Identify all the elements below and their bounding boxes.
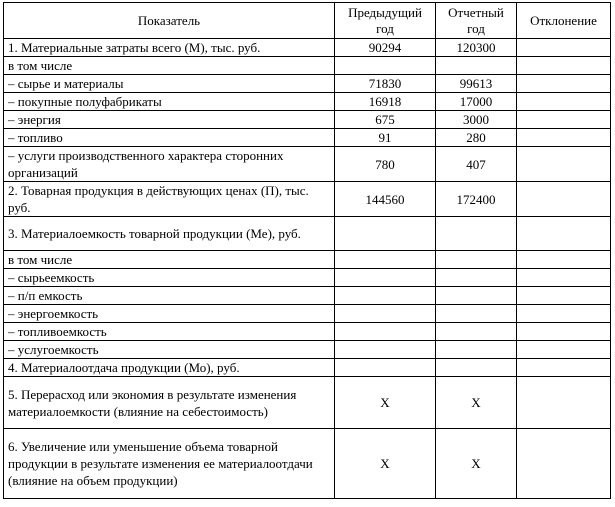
analysis-table xyxy=(3,2,611,499)
row-curr-value: 172400 xyxy=(436,182,517,217)
row-label: – услуги производственного характера сторонних организаций xyxy=(4,147,335,182)
table-row xyxy=(4,287,611,305)
table-row xyxy=(4,429,611,499)
row-prev-value xyxy=(335,251,436,269)
table-row xyxy=(4,129,611,147)
row-label: – сырье и материалы xyxy=(4,75,335,93)
row-deviation-value xyxy=(517,359,611,377)
table-row xyxy=(4,75,611,93)
table-row xyxy=(4,341,611,359)
row-curr-value: X xyxy=(436,377,517,429)
row-deviation-value xyxy=(517,111,611,129)
header-current-year: Отчетный год xyxy=(436,3,517,39)
row-curr-value xyxy=(436,287,517,305)
row-prev-value xyxy=(335,269,436,287)
row-prev-value: 90294 xyxy=(335,39,436,57)
table-header-row xyxy=(4,3,611,39)
row-prev-value: X xyxy=(335,429,436,499)
row-deviation-value xyxy=(517,305,611,323)
header-prev-year: Предыдущий год xyxy=(335,3,436,39)
row-prev-value xyxy=(335,341,436,359)
table-row xyxy=(4,323,611,341)
row-prev-value xyxy=(335,305,436,323)
row-deviation-value xyxy=(517,39,611,57)
row-curr-value xyxy=(436,341,517,359)
row-curr-value: 99613 xyxy=(436,75,517,93)
row-prev-value xyxy=(335,323,436,341)
row-deviation-value xyxy=(517,129,611,147)
row-deviation-value xyxy=(517,377,611,429)
row-label: 1. Материальные затраты всего (М), тыс. руб. xyxy=(4,39,335,57)
row-prev-value: 780 xyxy=(335,147,436,182)
row-curr-value xyxy=(436,251,517,269)
row-label: 2. Товарная продукция в действующих ценах (П), тыс. руб. xyxy=(4,182,335,217)
row-label: в том числе xyxy=(4,57,335,75)
row-curr-value xyxy=(436,359,517,377)
row-prev-value: 16918 xyxy=(335,93,436,111)
row-deviation-value xyxy=(517,323,611,341)
row-prev-value xyxy=(335,217,436,251)
row-deviation-value xyxy=(517,93,611,111)
row-label: 3. Материалоемкость товарной продукции (Ме), руб. xyxy=(4,217,335,251)
row-label: 5. Перерасход или экономия в результате изменения материалоемкости (влияние на себестоимость) xyxy=(4,377,335,429)
row-curr-value: 407 xyxy=(436,147,517,182)
row-deviation-value xyxy=(517,75,611,93)
table-row xyxy=(4,377,611,429)
row-curr-value: 3000 xyxy=(436,111,517,129)
row-curr-value xyxy=(436,269,517,287)
row-prev-value: 91 xyxy=(335,129,436,147)
row-label: – п/п емкость xyxy=(4,287,335,305)
row-label: – энергия xyxy=(4,111,335,129)
row-deviation-value xyxy=(517,251,611,269)
row-label: – покупные полуфабрикаты xyxy=(4,93,335,111)
row-deviation-value xyxy=(517,429,611,499)
table-row xyxy=(4,147,611,182)
table-row xyxy=(4,182,611,217)
table-row xyxy=(4,111,611,129)
row-label: – топливоемкость xyxy=(4,323,335,341)
row-label: – услугоемкость xyxy=(4,341,335,359)
row-prev-value: 71830 xyxy=(335,75,436,93)
row-deviation-value xyxy=(517,217,611,251)
table-row xyxy=(4,269,611,287)
row-curr-value: 280 xyxy=(436,129,517,147)
row-label: 6. Увеличение или уменьшение объема товарной продукции в результате изменения ее материалоотдачи (влияние на объем продукции) xyxy=(4,429,335,499)
header-indicator: Показатель xyxy=(4,3,335,39)
row-prev-value: X xyxy=(335,377,436,429)
row-deviation-value xyxy=(517,57,611,75)
row-curr-value: 17000 xyxy=(436,93,517,111)
row-deviation-value xyxy=(517,341,611,359)
row-curr-value xyxy=(436,217,517,251)
row-deviation-value xyxy=(517,287,611,305)
table-row xyxy=(4,93,611,111)
row-curr-value: X xyxy=(436,429,517,499)
row-curr-value: 120300 xyxy=(436,39,517,57)
header-deviation: Отклонение xyxy=(517,3,611,39)
table-row xyxy=(4,39,611,57)
row-label: – топливо xyxy=(4,129,335,147)
row-curr-value xyxy=(436,57,517,75)
row-prev-value: 144560 xyxy=(335,182,436,217)
row-label: в том числе xyxy=(4,251,335,269)
row-curr-value xyxy=(436,305,517,323)
table-row xyxy=(4,251,611,269)
row-prev-value xyxy=(335,57,436,75)
table-row xyxy=(4,57,611,75)
table-row xyxy=(4,217,611,251)
row-prev-value: 675 xyxy=(335,111,436,129)
row-label: – сырьеемкость xyxy=(4,269,335,287)
row-prev-value xyxy=(335,287,436,305)
table-row xyxy=(4,305,611,323)
row-label: 4. Материалоотдача продукции (Мо), руб. xyxy=(4,359,335,377)
row-deviation-value xyxy=(517,182,611,217)
row-label: – энергоемкость xyxy=(4,305,335,323)
row-deviation-value xyxy=(517,147,611,182)
table-row xyxy=(4,359,611,377)
row-curr-value xyxy=(436,323,517,341)
row-deviation-value xyxy=(517,269,611,287)
row-prev-value xyxy=(335,359,436,377)
